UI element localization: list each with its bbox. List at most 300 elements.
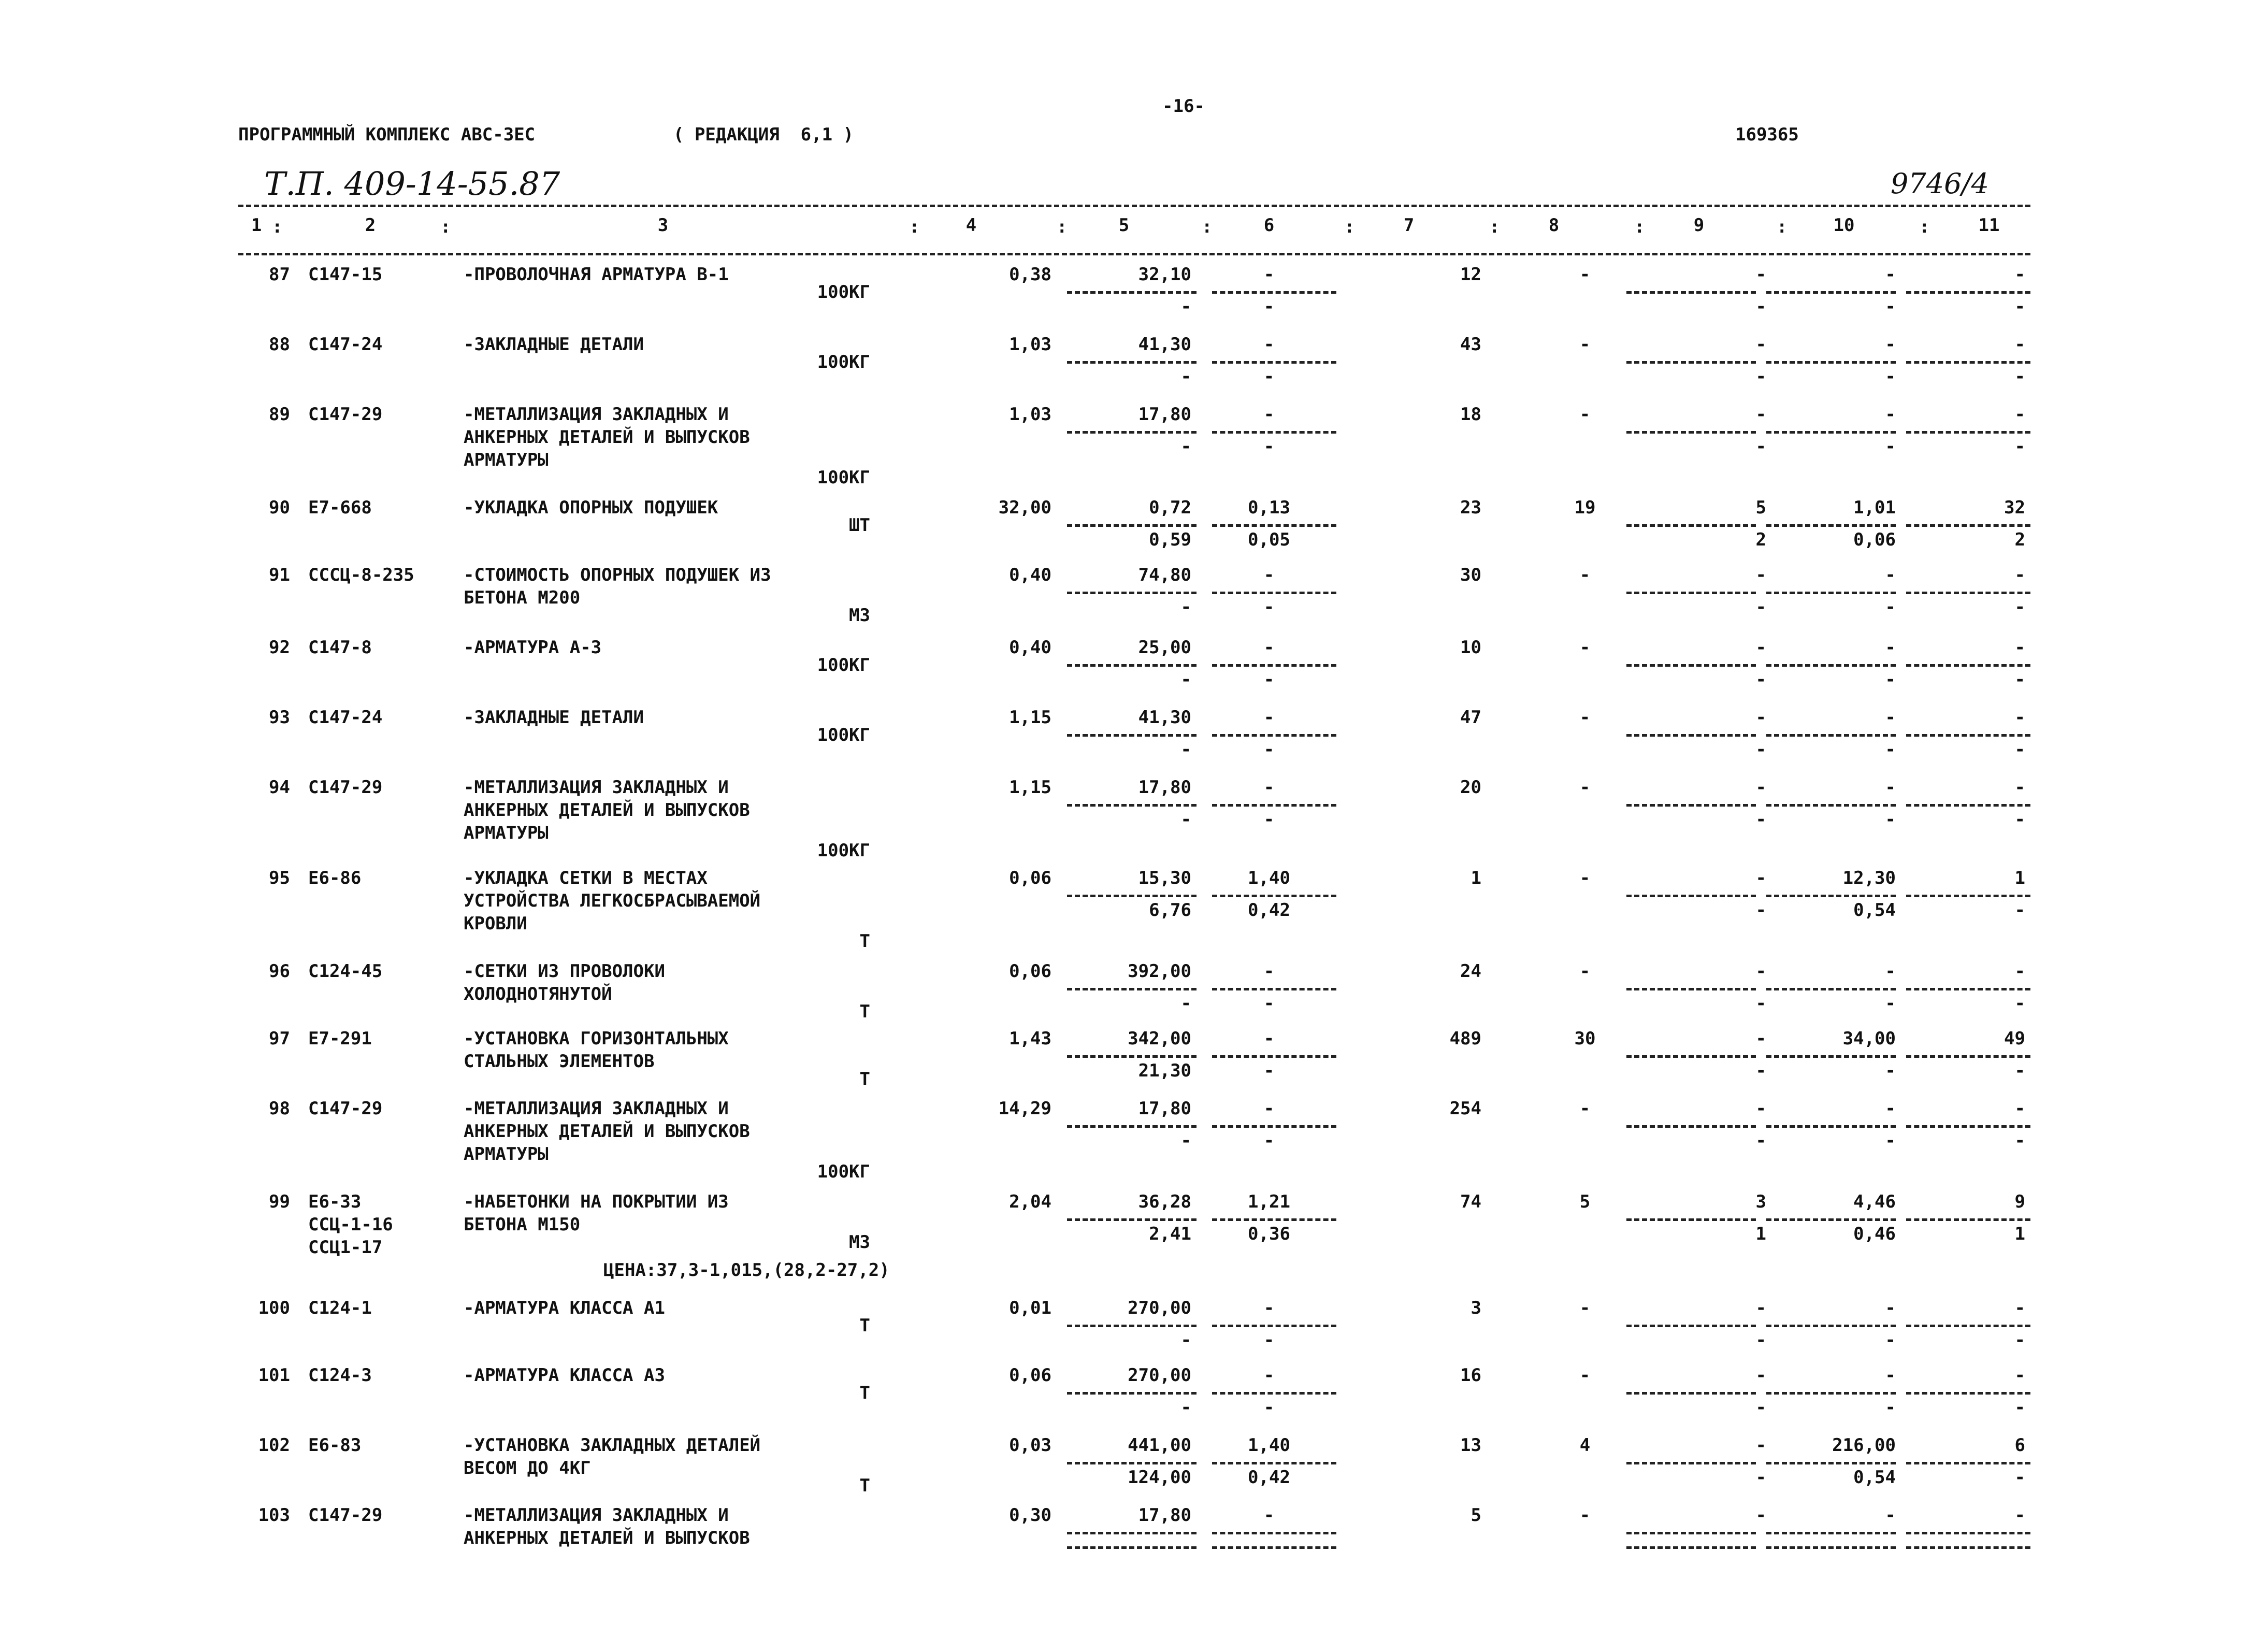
cell-underline	[1067, 1055, 1197, 1058]
unit-cost-machines: -	[1263, 565, 1275, 585]
total-machines: -	[1755, 1028, 1766, 1049]
cell-underline	[1626, 1325, 1756, 1327]
labour-total: -	[2014, 334, 2025, 355]
cell-underline	[1212, 895, 1336, 897]
labour-machinists-total: -	[2014, 1467, 2025, 1488]
labour-total: -	[2014, 961, 2025, 982]
labour-machinists-unit: -	[1885, 1130, 1896, 1151]
labour-machinists-total: -	[2014, 597, 2025, 617]
rate-code: Е7-291	[308, 1028, 372, 1049]
row-number: 88	[269, 334, 290, 355]
unit-wages: 21,30	[1138, 1060, 1191, 1081]
quantity: 0,40	[1009, 565, 1051, 585]
unit-cost-total: 17,80	[1138, 777, 1191, 798]
cell-underline	[1067, 291, 1197, 294]
cell-underline	[1212, 1392, 1336, 1395]
unit-cost-machines: -	[1263, 404, 1275, 425]
cell-underline	[1766, 1546, 1896, 1549]
labour-per-unit: -	[1885, 961, 1896, 982]
unit-of-measure: 100КГ	[817, 1161, 870, 1182]
unit-of-measure: Т	[859, 1315, 870, 1336]
unit-wages: -	[1180, 993, 1191, 1014]
unit-wages: -	[1180, 366, 1191, 387]
rate-code: С124-3	[308, 1365, 372, 1386]
column-separator: :	[1777, 217, 1788, 237]
unit-wages: -	[1180, 739, 1191, 760]
cell-underline	[1766, 804, 1896, 807]
program-edition: ( РЕДАКЦИЯ 6,1 )	[673, 124, 854, 145]
total-machines: -	[1755, 334, 1766, 355]
column-header-1: 1	[251, 215, 262, 236]
quantity: 0,06	[1009, 961, 1051, 982]
unit-machine-wages: 0,36	[1248, 1224, 1290, 1244]
labour-machinists-unit: -	[1885, 436, 1896, 457]
unit-cost-machines: 1,40	[1248, 1435, 1290, 1456]
header-rule-top	[238, 205, 2030, 207]
work-description: УСТРОЙСТВА ЛЕГКОСБРАСЫВАЕМОЙ	[464, 890, 761, 911]
work-description: СТАЛЬНЫХ ЭЛЕМЕНТОВ	[464, 1051, 655, 1072]
rate-code: С147-29	[308, 404, 383, 425]
work-description: -СТОИМОСТЬ ОПОРНЫХ ПОДУШЕК ИЗ	[464, 565, 771, 585]
labour-machinists-total: -	[2014, 1397, 2025, 1418]
unit-of-measure: 100КГ	[817, 467, 870, 488]
labour-per-unit: -	[1885, 1098, 1896, 1119]
labour-machinists-total: -	[2014, 1060, 2025, 1081]
total-machines: -	[1755, 264, 1766, 285]
unit-wages: -	[1180, 1330, 1191, 1351]
cell-underline	[1766, 361, 1896, 364]
cell-underline	[1766, 1218, 1896, 1221]
cell-underline	[1766, 524, 1896, 527]
labour-machinists-unit: -	[1885, 1060, 1896, 1081]
cell-underline	[1067, 1125, 1197, 1128]
rate-code: СССЦ-8-235	[308, 565, 414, 585]
unit-of-measure: 100КГ	[817, 725, 870, 745]
total-machine-wages: -	[1755, 669, 1766, 690]
total-wages: -	[1579, 707, 1591, 728]
labour-per-unit: 1,01	[1853, 497, 1896, 518]
labour-machinists-unit: 0,54	[1853, 900, 1896, 921]
column-header-3: 3	[657, 215, 669, 236]
document-code: 169365	[1735, 124, 1799, 145]
total-wages: -	[1579, 961, 1591, 982]
cell-underline	[1906, 291, 2030, 294]
labour-per-unit: 216,00	[1832, 1435, 1896, 1456]
labour-machinists-unit: 0,54	[1853, 1467, 1896, 1488]
cell-underline	[1626, 592, 1756, 594]
row-number: 87	[269, 264, 290, 285]
quantity: 0,40	[1009, 637, 1051, 658]
labour-machinists-unit: -	[1885, 1330, 1896, 1351]
labour-machinists-unit: -	[1885, 597, 1896, 617]
cell-underline	[1067, 1532, 1197, 1534]
labour-per-unit: -	[1885, 707, 1896, 728]
unit-cost-total: 41,30	[1138, 334, 1191, 355]
rate-code: С147-29	[308, 1505, 383, 1526]
unit-cost-machines: -	[1263, 1098, 1275, 1119]
labour-machinists-total: -	[2014, 436, 2025, 457]
labour-per-unit: -	[1885, 1365, 1896, 1386]
work-description: -УСТАНОВКА ГОРИЗОНТАЛЬНЫХ	[464, 1028, 729, 1049]
quantity: 1,03	[1009, 334, 1051, 355]
total-machines: -	[1755, 1505, 1766, 1526]
cell-underline	[1067, 1546, 1197, 1549]
column-header-2: 2	[365, 215, 376, 236]
cell-underline	[1906, 988, 2030, 990]
row-number: 92	[269, 637, 290, 658]
rate-code: С147-29	[308, 1098, 383, 1119]
rate-code: С147-8	[308, 637, 372, 658]
cell-underline	[1626, 895, 1756, 897]
cell-underline	[1906, 1325, 2030, 1327]
unit-wages: -	[1180, 436, 1191, 457]
row-number: 100	[258, 1298, 290, 1318]
quantity: 0,06	[1009, 1365, 1051, 1386]
unit-of-measure: 100КГ	[817, 840, 870, 861]
rate-code: С147-15	[308, 264, 383, 285]
work-description: ВЕСОМ ДО 4КГ	[464, 1458, 591, 1478]
cell-underline	[1212, 1218, 1336, 1221]
work-description: -МЕТАЛЛИЗАЦИЯ ЗАКЛАДНЫХ И	[464, 1505, 729, 1526]
work-description: -УСТАНОВКА ЗАКЛАДНЫХ ДЕТАЛЕЙ	[464, 1435, 761, 1456]
cell-underline	[1906, 804, 2030, 807]
quantity: 2,04	[1009, 1191, 1051, 1212]
total-machines: -	[1755, 707, 1766, 728]
unit-cost-machines: -	[1263, 334, 1275, 355]
total-wages: -	[1579, 334, 1591, 355]
unit-cost-total: 441,00	[1128, 1435, 1191, 1456]
column-header-8: 8	[1548, 215, 1560, 236]
cell-underline	[1626, 1218, 1756, 1221]
cell-underline	[1766, 431, 1896, 434]
row-number: 96	[269, 961, 290, 982]
cell-underline	[1906, 664, 2030, 667]
labour-machinists-unit: 0,46	[1853, 1224, 1896, 1244]
total-machine-wages: -	[1755, 1330, 1766, 1351]
total-cost: 47	[1460, 707, 1481, 728]
cell-underline	[1626, 804, 1756, 807]
total-machines: -	[1755, 1298, 1766, 1318]
unit-cost-total: 270,00	[1128, 1298, 1191, 1318]
column-separator: :	[1634, 217, 1645, 237]
unit-cost-total: 74,80	[1138, 565, 1191, 585]
cell-underline	[1212, 988, 1336, 990]
labour-total: 1	[2014, 868, 2025, 888]
unit-cost-total: 270,00	[1128, 1365, 1191, 1386]
total-machine-wages: 1	[1755, 1224, 1766, 1244]
cell-underline	[1212, 664, 1336, 667]
labour-total: -	[2014, 404, 2025, 425]
unit-wages: -	[1180, 597, 1191, 617]
work-description: -МЕТАЛЛИЗАЦИЯ ЗАКЛАДНЫХ И	[464, 1098, 729, 1119]
unit-of-measure: Т	[859, 1001, 870, 1022]
quantity: 0,38	[1009, 264, 1051, 285]
total-wages: -	[1579, 777, 1591, 798]
rate-code: Е6-83	[308, 1435, 362, 1456]
column-separator: :	[440, 217, 451, 237]
unit-machine-wages: 0,42	[1248, 900, 1290, 921]
quantity: 0,03	[1009, 1435, 1051, 1456]
unit-wages: -	[1180, 1130, 1191, 1151]
cell-underline	[1906, 431, 2030, 434]
cell-underline	[1212, 1325, 1336, 1327]
cell-underline	[1067, 664, 1197, 667]
labour-per-unit: 4,46	[1853, 1191, 1896, 1212]
cell-underline	[1766, 895, 1896, 897]
column-header-10: 10	[1833, 215, 1855, 236]
cell-underline	[1626, 734, 1756, 737]
labour-machinists-unit: -	[1885, 296, 1896, 317]
labour-machinists-total: -	[2014, 809, 2025, 830]
unit-of-measure: 100КГ	[817, 282, 870, 303]
unit-of-measure: Т	[859, 1383, 870, 1403]
total-machines: 5	[1755, 497, 1766, 518]
cell-underline	[1906, 895, 2030, 897]
unit-cost-total: 17,80	[1138, 404, 1191, 425]
unit-cost-total: 15,30	[1138, 868, 1191, 888]
work-description: АНКЕРНЫХ ДЕТАЛЕЙ И ВЫПУСКОВ	[464, 427, 750, 448]
labour-per-unit: -	[1885, 637, 1896, 658]
unit-wages: 124,00	[1128, 1467, 1191, 1488]
labour-machinists-unit: -	[1885, 993, 1896, 1014]
unit-machine-wages: -	[1263, 993, 1275, 1014]
total-cost: 254	[1449, 1098, 1481, 1119]
cell-underline	[1626, 988, 1756, 990]
cell-underline	[1212, 1055, 1336, 1058]
unit-machine-wages: -	[1263, 366, 1275, 387]
labour-per-unit: -	[1885, 1298, 1896, 1318]
labour-machinists-total: -	[2014, 366, 2025, 387]
labour-machinists-total: -	[2014, 669, 2025, 690]
total-machines: -	[1755, 1435, 1766, 1456]
labour-machinists-unit: -	[1885, 739, 1896, 760]
rate-code: С147-29	[308, 777, 383, 798]
cell-underline	[1766, 734, 1896, 737]
work-description: БЕТОНА М150	[464, 1214, 581, 1235]
unit-cost-total: 32,10	[1138, 264, 1191, 285]
unit-cost-total: 36,28	[1138, 1191, 1191, 1212]
cell-underline	[1067, 988, 1197, 990]
labour-per-unit: -	[1885, 334, 1896, 355]
cell-underline	[1067, 592, 1197, 594]
cell-underline	[1626, 1055, 1756, 1058]
work-description: -МЕТАЛЛИЗАЦИЯ ЗАКЛАДНЫХ И	[464, 777, 729, 798]
unit-cost-machines: 0,13	[1248, 497, 1290, 518]
cell-underline	[1067, 361, 1197, 364]
unit-of-measure: Т	[859, 1069, 870, 1089]
cell-underline	[1626, 1392, 1756, 1395]
total-wages: -	[1579, 868, 1591, 888]
total-wages: 30	[1574, 1028, 1596, 1049]
unit-cost-machines: -	[1263, 1365, 1275, 1386]
work-description: АРМАТУРЫ	[464, 823, 549, 843]
cell-underline	[1212, 1462, 1336, 1464]
labour-per-unit: -	[1885, 404, 1896, 425]
total-machines: -	[1755, 565, 1766, 585]
row-number: 103	[258, 1505, 290, 1526]
cell-underline	[1212, 592, 1336, 594]
quantity: 0,01	[1009, 1298, 1051, 1318]
labour-total: 6	[2014, 1435, 2025, 1456]
labour-total: -	[2014, 637, 2025, 658]
labour-machinists-unit: -	[1885, 809, 1896, 830]
row-number: 102	[258, 1435, 290, 1456]
unit-of-measure: ШТ	[849, 515, 870, 536]
unit-machine-wages: 0,42	[1248, 1467, 1290, 1488]
unit-machine-wages: -	[1263, 1397, 1275, 1418]
total-cost: 23	[1460, 497, 1481, 518]
total-cost: 1	[1471, 868, 1481, 888]
row-number: 89	[269, 404, 290, 425]
program-title: ПРОГРАММНЫЙ КОМПЛЕКС АВС-3ЕС	[238, 124, 536, 145]
work-description: КРОВЛИ	[464, 913, 527, 934]
cell-underline	[1626, 524, 1756, 527]
cell-underline	[1766, 1392, 1896, 1395]
page-number: -16-	[1162, 96, 1205, 117]
total-machine-wages: -	[1755, 366, 1766, 387]
total-machine-wages: -	[1755, 739, 1766, 760]
cell-underline	[1766, 1125, 1896, 1128]
row-number: 95	[269, 868, 290, 888]
total-cost: 18	[1460, 404, 1481, 425]
labour-total: -	[2014, 565, 2025, 585]
unit-cost-total: 41,30	[1138, 707, 1191, 728]
labour-machinists-total: -	[2014, 1330, 2025, 1351]
total-cost: 30	[1460, 565, 1481, 585]
unit-cost-machines: 1,21	[1248, 1191, 1290, 1212]
cell-underline	[1906, 361, 2030, 364]
labour-machinists-total: -	[2014, 739, 2025, 760]
column-header-7: 7	[1403, 215, 1415, 236]
rate-code: С124-45	[308, 961, 383, 982]
total-wages: -	[1579, 1298, 1591, 1318]
total-machines: -	[1755, 404, 1766, 425]
rate-code: С147-24	[308, 707, 383, 728]
rate-code: ССЦ1-17	[308, 1237, 383, 1258]
total-machines: -	[1755, 961, 1766, 982]
unit-cost-machines: -	[1263, 1028, 1275, 1049]
column-header-9: 9	[1693, 215, 1705, 236]
cell-underline	[1906, 524, 2030, 527]
rate-code: ССЦ-1-16	[308, 1214, 393, 1235]
total-machine-wages: -	[1755, 809, 1766, 830]
total-machine-wages: -	[1755, 993, 1766, 1014]
labour-per-unit: 12,30	[1842, 868, 1896, 888]
work-description: БЕТОНА М200	[464, 587, 581, 608]
labour-total: 9	[2014, 1191, 2025, 1212]
unit-of-measure: Т	[859, 931, 870, 952]
cell-underline	[1067, 895, 1197, 897]
total-machine-wages: -	[1755, 900, 1766, 921]
total-cost: 74	[1460, 1191, 1481, 1212]
total-cost: 12	[1460, 264, 1481, 285]
unit-cost-machines: -	[1263, 1505, 1275, 1526]
unit-cost-machines: -	[1263, 777, 1275, 798]
cell-underline	[1906, 1462, 2030, 1464]
unit-machine-wages: -	[1263, 669, 1275, 690]
labour-total: 49	[2004, 1028, 2025, 1049]
column-header-5: 5	[1118, 215, 1130, 236]
work-description: АРМАТУРЫ	[464, 450, 549, 470]
labour-machinists-total: 2	[2014, 529, 2025, 550]
cell-underline	[1212, 291, 1336, 294]
cell-underline	[1212, 1546, 1336, 1549]
column-separator: :	[1489, 217, 1500, 237]
row-number: 93	[269, 707, 290, 728]
cell-underline	[1626, 1462, 1756, 1464]
total-machine-wages: -	[1755, 296, 1766, 317]
quantity: 32,00	[998, 497, 1051, 518]
total-wages: 19	[1574, 497, 1596, 518]
row-number: 90	[269, 497, 290, 518]
cell-underline	[1212, 734, 1336, 737]
quantity: 14,29	[998, 1098, 1051, 1119]
total-machine-wages: -	[1755, 436, 1766, 457]
column-header-4: 4	[965, 215, 977, 236]
labour-total: 32	[2004, 497, 2025, 518]
work-description: -АРМАТУРА КЛАССА А3	[464, 1365, 665, 1386]
row-number: 94	[269, 777, 290, 798]
work-description: АНКЕРНЫХ ДЕТАЛЕЙ И ВЫПУСКОВ	[464, 1121, 750, 1142]
total-cost: 43	[1460, 334, 1481, 355]
cell-underline	[1212, 1125, 1336, 1128]
work-description: АНКЕРНЫХ ДЕТАЛЕЙ И ВЫПУСКОВ	[464, 1528, 750, 1548]
labour-total: -	[2014, 264, 2025, 285]
column-separator: :	[1057, 217, 1068, 237]
cell-underline	[1766, 988, 1896, 990]
cell-underline	[1766, 664, 1896, 667]
unit-cost-total: 17,80	[1138, 1505, 1191, 1526]
unit-cost-total: 342,00	[1128, 1028, 1191, 1049]
labour-machinists-unit: -	[1885, 1397, 1896, 1418]
cell-underline	[1626, 664, 1756, 667]
total-wages: -	[1579, 264, 1591, 285]
column-header-6: 6	[1263, 215, 1275, 236]
cell-underline	[1067, 804, 1197, 807]
cell-underline	[1766, 592, 1896, 594]
unit-cost-machines: 1,40	[1248, 868, 1290, 888]
unit-wages: 6,76	[1149, 900, 1191, 921]
cell-underline	[1212, 524, 1336, 527]
column-separator: :	[1919, 217, 1930, 237]
work-description: ХОЛОДНОТЯНУТОЙ	[464, 984, 612, 1004]
unit-of-measure: М3	[849, 605, 870, 626]
unit-cost-total: 392,00	[1128, 961, 1191, 982]
cell-underline	[1626, 1532, 1756, 1534]
cell-underline	[1766, 1325, 1896, 1327]
total-cost: 24	[1460, 961, 1481, 982]
cell-underline	[1626, 431, 1756, 434]
price-note: ЦЕНА:37,3-1,015,(28,2-27,2)	[603, 1260, 890, 1281]
rate-code: С124-1	[308, 1298, 372, 1318]
total-wages: -	[1579, 1505, 1591, 1526]
unit-cost-machines: -	[1263, 961, 1275, 982]
work-description: -УКЛАДКА ОПОРНЫХ ПОДУШЕК	[464, 497, 718, 518]
row-number: 91	[269, 565, 290, 585]
total-wages: -	[1579, 1098, 1591, 1119]
labour-total: -	[2014, 707, 2025, 728]
work-description: -УКЛАДКА СЕТКИ В МЕСТАХ	[464, 868, 708, 888]
total-wages: -	[1579, 637, 1591, 658]
column-separator: :	[1344, 217, 1355, 237]
total-wages: -	[1579, 404, 1591, 425]
rate-code: Е6-86	[308, 868, 362, 888]
column-separator: :	[909, 217, 920, 237]
total-machine-wages: -	[1755, 1467, 1766, 1488]
cell-underline	[1212, 361, 1336, 364]
total-machines: -	[1755, 637, 1766, 658]
unit-of-measure: 100КГ	[817, 655, 870, 676]
